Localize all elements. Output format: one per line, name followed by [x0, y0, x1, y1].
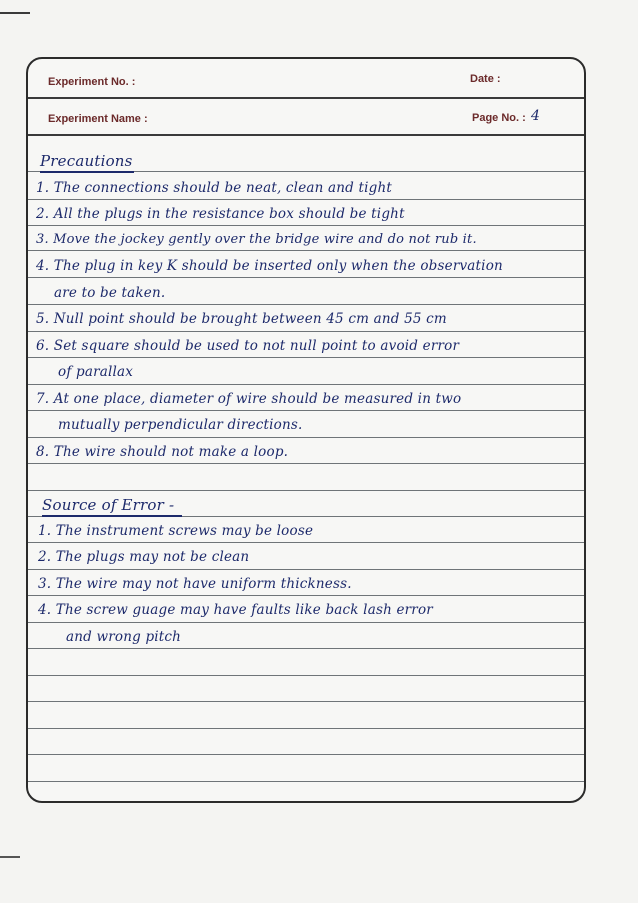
page-no-label: Page No. :: [472, 112, 526, 124]
precautions-heading-underline: [40, 171, 134, 173]
page-number-handwritten: 4: [531, 108, 540, 124]
error-line-4-cont: and wrong pitch: [66, 629, 182, 645]
precaution-line-5: 5. Null point should be brought between 45 cm and 55 cm: [36, 311, 447, 327]
precaution-line-2: 2. All the plugs in the resistance box should be tight: [36, 206, 405, 222]
precaution-line-7: 7. At one place, diameter of wire should be measured in two: [36, 391, 462, 407]
precaution-line-4: 4. The plug in key K should be inserted only when the observation: [36, 258, 503, 274]
precaution-line-6: 6. Set square should be used to not null point to avoid error: [36, 338, 460, 354]
precaution-line-8: 8. The wire should not make a loop.: [36, 444, 289, 460]
precaution-line-7-cont: mutually perpendicular directions.: [58, 417, 303, 433]
error-line-1: 1. The instrument screws may be loose: [38, 523, 314, 539]
scan-edge-mark-bottom: [0, 856, 20, 858]
precaution-line-3: 3. Move the jockey gently over the bridge wire and do not rub it.: [36, 232, 477, 247]
error-line-4: 4. The screw guage may have faults like back lash error: [38, 602, 433, 618]
error-line-3: 3. The wire may not have uniform thickness.: [38, 576, 352, 592]
error-line-2: 2. The plugs may not be clean: [38, 549, 250, 565]
source-of-error-underline: [42, 515, 182, 517]
precaution-line-6-cont: of parallax: [58, 364, 134, 380]
experiment-name-label: Experiment Name :: [48, 113, 148, 125]
precautions-heading: Precautions: [40, 152, 133, 170]
precaution-line-1: 1. The connections should be neat, clean and tight: [36, 180, 393, 196]
precaution-line-4-cont: are to be taken.: [54, 285, 166, 301]
scan-edge-mark: [0, 12, 30, 14]
experiment-no-label: Experiment No. :: [48, 76, 136, 88]
source-of-error-heading: Source of Error -: [42, 496, 175, 514]
notebook-page: [26, 57, 586, 803]
date-label: Date :: [470, 73, 501, 85]
